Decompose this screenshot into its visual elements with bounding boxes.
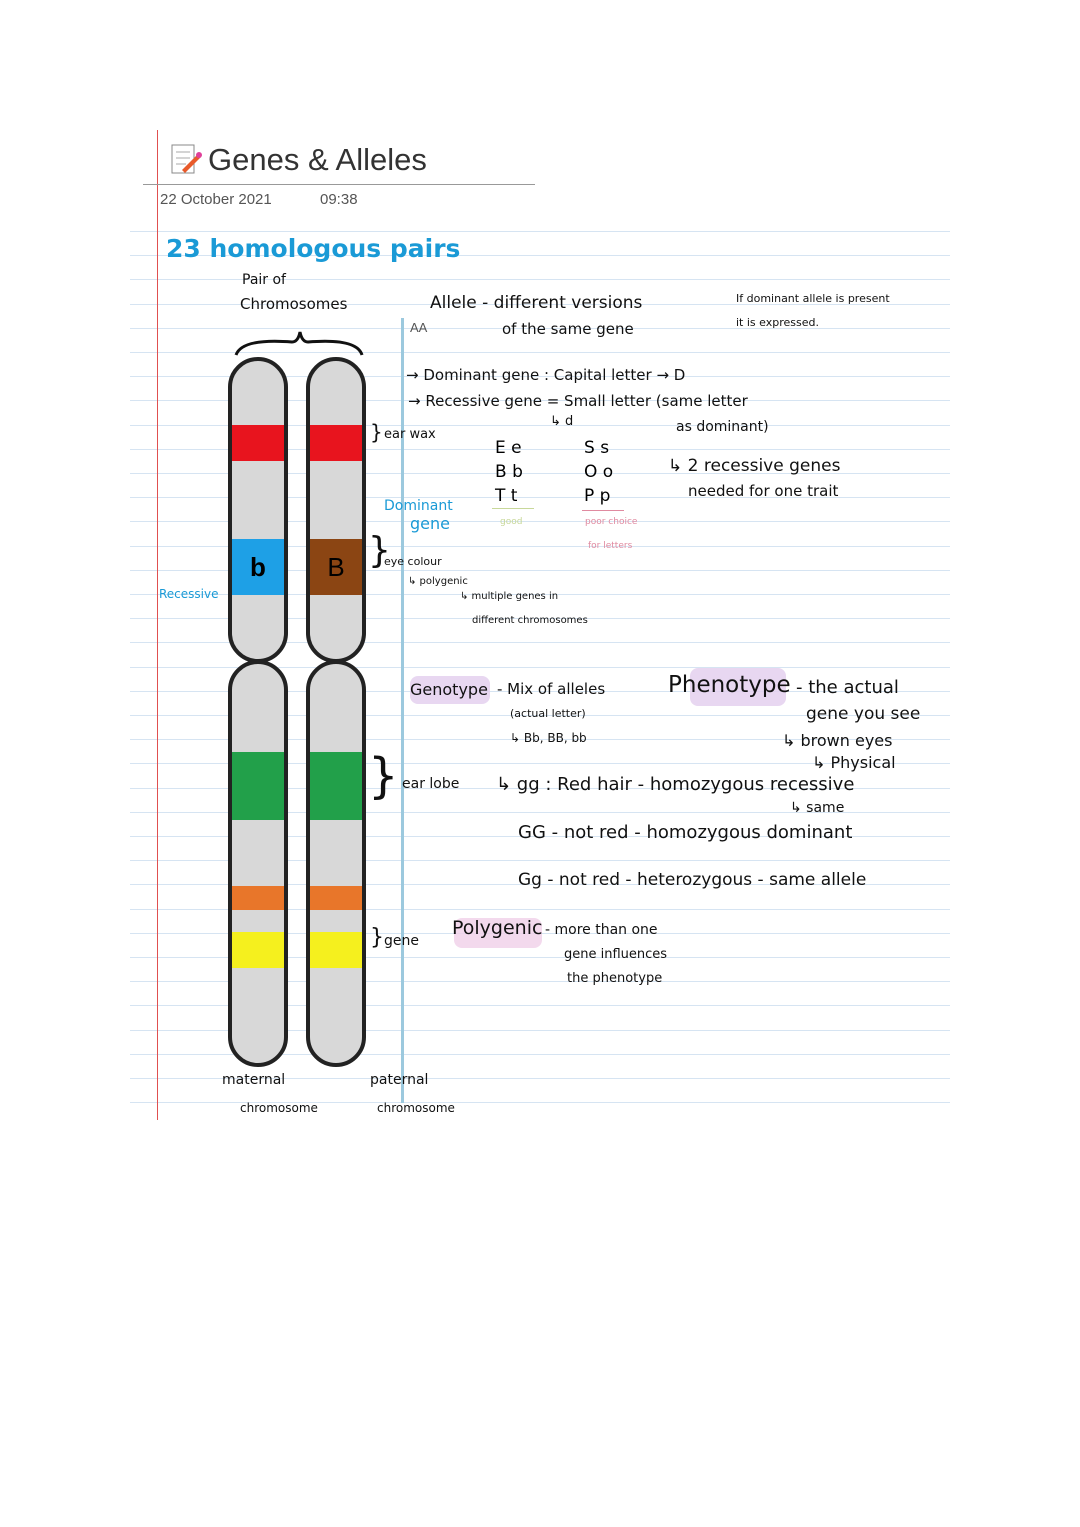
allele-b-recessive: b bbox=[232, 539, 284, 595]
label-multiple-genes: ↳ multiple genes in bbox=[460, 591, 559, 602]
section-heading: 23 homologous pairs bbox=[166, 234, 461, 263]
allele-definition: Allele - different versions bbox=[430, 293, 643, 313]
poor-choice-label-2: for letters bbox=[588, 541, 633, 551]
brace-icon bbox=[232, 330, 367, 360]
polygenic-definition-2: gene influences bbox=[564, 947, 668, 962]
brown-eyes: ↳ brown eyes bbox=[782, 731, 893, 750]
allele-pair: S s bbox=[584, 438, 610, 458]
label-maternal: maternal bbox=[222, 1072, 286, 1088]
note-page-icon bbox=[168, 142, 202, 176]
label-polygenic-note: ↳ polygenic bbox=[408, 576, 468, 587]
allele-pair: P p bbox=[584, 486, 611, 506]
two-recessive-note-2: needed for one trait bbox=[688, 482, 839, 500]
two-recessive-note: ↳ 2 recessive genes bbox=[668, 456, 841, 476]
maternal-chromosome-upper bbox=[228, 357, 288, 663]
recessive-d: ↳ d bbox=[550, 414, 574, 429]
page-date: 22 October 2021 bbox=[160, 191, 272, 208]
GG-line: GG - not red - homozygous dominant bbox=[518, 822, 853, 843]
pair-label: Pair of bbox=[242, 272, 286, 288]
phenotype-term: Phenotype bbox=[668, 672, 791, 698]
margin-line bbox=[157, 130, 158, 1120]
title-underline bbox=[143, 184, 535, 185]
polygenic-term: Polygenic bbox=[452, 917, 543, 939]
pair-label: Chromosomes bbox=[240, 295, 348, 313]
good-label: good bbox=[500, 517, 523, 527]
genotype-definition: - Mix of alleles bbox=[497, 680, 606, 698]
maternal-chromosome-lower bbox=[228, 660, 288, 1067]
allele-pair: T t bbox=[495, 486, 518, 506]
label-paternal: paternal bbox=[370, 1072, 429, 1088]
dominant-note: If dominant allele is present bbox=[736, 292, 890, 305]
typed-aa: AA bbox=[410, 320, 428, 335]
phenotype-definition-2: gene you see bbox=[806, 704, 921, 724]
genotype-examples: ↳ Bb, BB, bb bbox=[510, 731, 587, 745]
label-dominant: Dominant bbox=[384, 498, 453, 514]
dominant-note-2: it is expressed. bbox=[736, 316, 819, 329]
same-note: ↳ same bbox=[790, 800, 845, 816]
label-ear-lobe: ear lobe bbox=[402, 776, 460, 792]
page-title[interactable]: Genes & Alleles bbox=[208, 142, 427, 177]
label-gene: gene bbox=[384, 933, 419, 949]
paternal-chromosome-upper bbox=[306, 357, 366, 663]
as-dominant: as dominant) bbox=[676, 419, 769, 435]
allele-definition-2: of the same gene bbox=[502, 320, 634, 338]
phenotype-definition: - the actual bbox=[796, 677, 899, 698]
label-recessive: Recessive bbox=[159, 587, 219, 601]
allele-pair: O o bbox=[584, 462, 614, 482]
allele-b-dominant: B bbox=[310, 539, 362, 595]
label-different-chromosomes: different chromosomes bbox=[472, 615, 588, 626]
genotype-definition-2: (actual letter) bbox=[510, 707, 586, 720]
poor-choice-label: poor choice bbox=[585, 517, 638, 527]
allele-pair: E e bbox=[495, 438, 522, 458]
page-time: 09:38 bbox=[320, 191, 358, 208]
ruled-line bbox=[130, 231, 950, 232]
genotype-term: Genotype bbox=[410, 680, 488, 699]
polygenic-definition: - more than one bbox=[545, 922, 658, 938]
paternal-chromosome-lower bbox=[306, 660, 366, 1067]
allele-pairs-good bbox=[495, 436, 523, 508]
note-page: Genes & Alleles 22 October 2021 09:38 23 homologous pairs Pair of Chromosomes b B } ear wax Dominant gene Recessive } eye colour ↳ polygenic ↳ multiple genes in different chromosomes } ear lobe } gene maternal chromosome paternal chromosome AA Allele - different versions of the same gene If dominant allele is present it is expressed. → Dominant gene : Capital letter → D → Recessive gene = Small letter (same letter ↳ d as dominant) E e B b T t S s O o P p good poor choice for letters ↳ 2 recessive genes needed for one trait Genotype - Mix of alleles (actual letter) ↳ Bb, BB, bb Phenotype - the actual gene you see ↳ brown eyes ↳ Physical ↳ gg : Red hair - homozygous recessive ↳ same GG - not red - homozygous dominant Gg - not red - heterozygous - same allele Polygenic - more than one gene influences the phenotype bbox=[0, 0, 1080, 1527]
polygenic-definition-3: the phenotype bbox=[567, 971, 663, 986]
dominant-gene-line: → Dominant gene : Capital letter → D bbox=[406, 366, 686, 384]
recessive-gene-line: → Recessive gene = Small letter (same letter bbox=[408, 392, 748, 410]
label-ear-wax: ear wax bbox=[384, 427, 436, 442]
label-eye-colour: eye colour bbox=[384, 555, 442, 568]
Gg-line: Gg - not red - heterozygous - same allele bbox=[518, 870, 867, 890]
label-dominant-gene: gene bbox=[410, 514, 450, 533]
physical: ↳ Physical bbox=[812, 753, 896, 772]
gg-line: ↳ gg : Red hair - homozygous recessive bbox=[496, 774, 855, 795]
allele-pair: B b bbox=[495, 462, 523, 482]
label-maternal-chromosome: chromosome bbox=[240, 1101, 318, 1115]
allele-pairs-poor bbox=[584, 436, 613, 508]
label-paternal-chromosome: chromosome bbox=[377, 1101, 455, 1115]
